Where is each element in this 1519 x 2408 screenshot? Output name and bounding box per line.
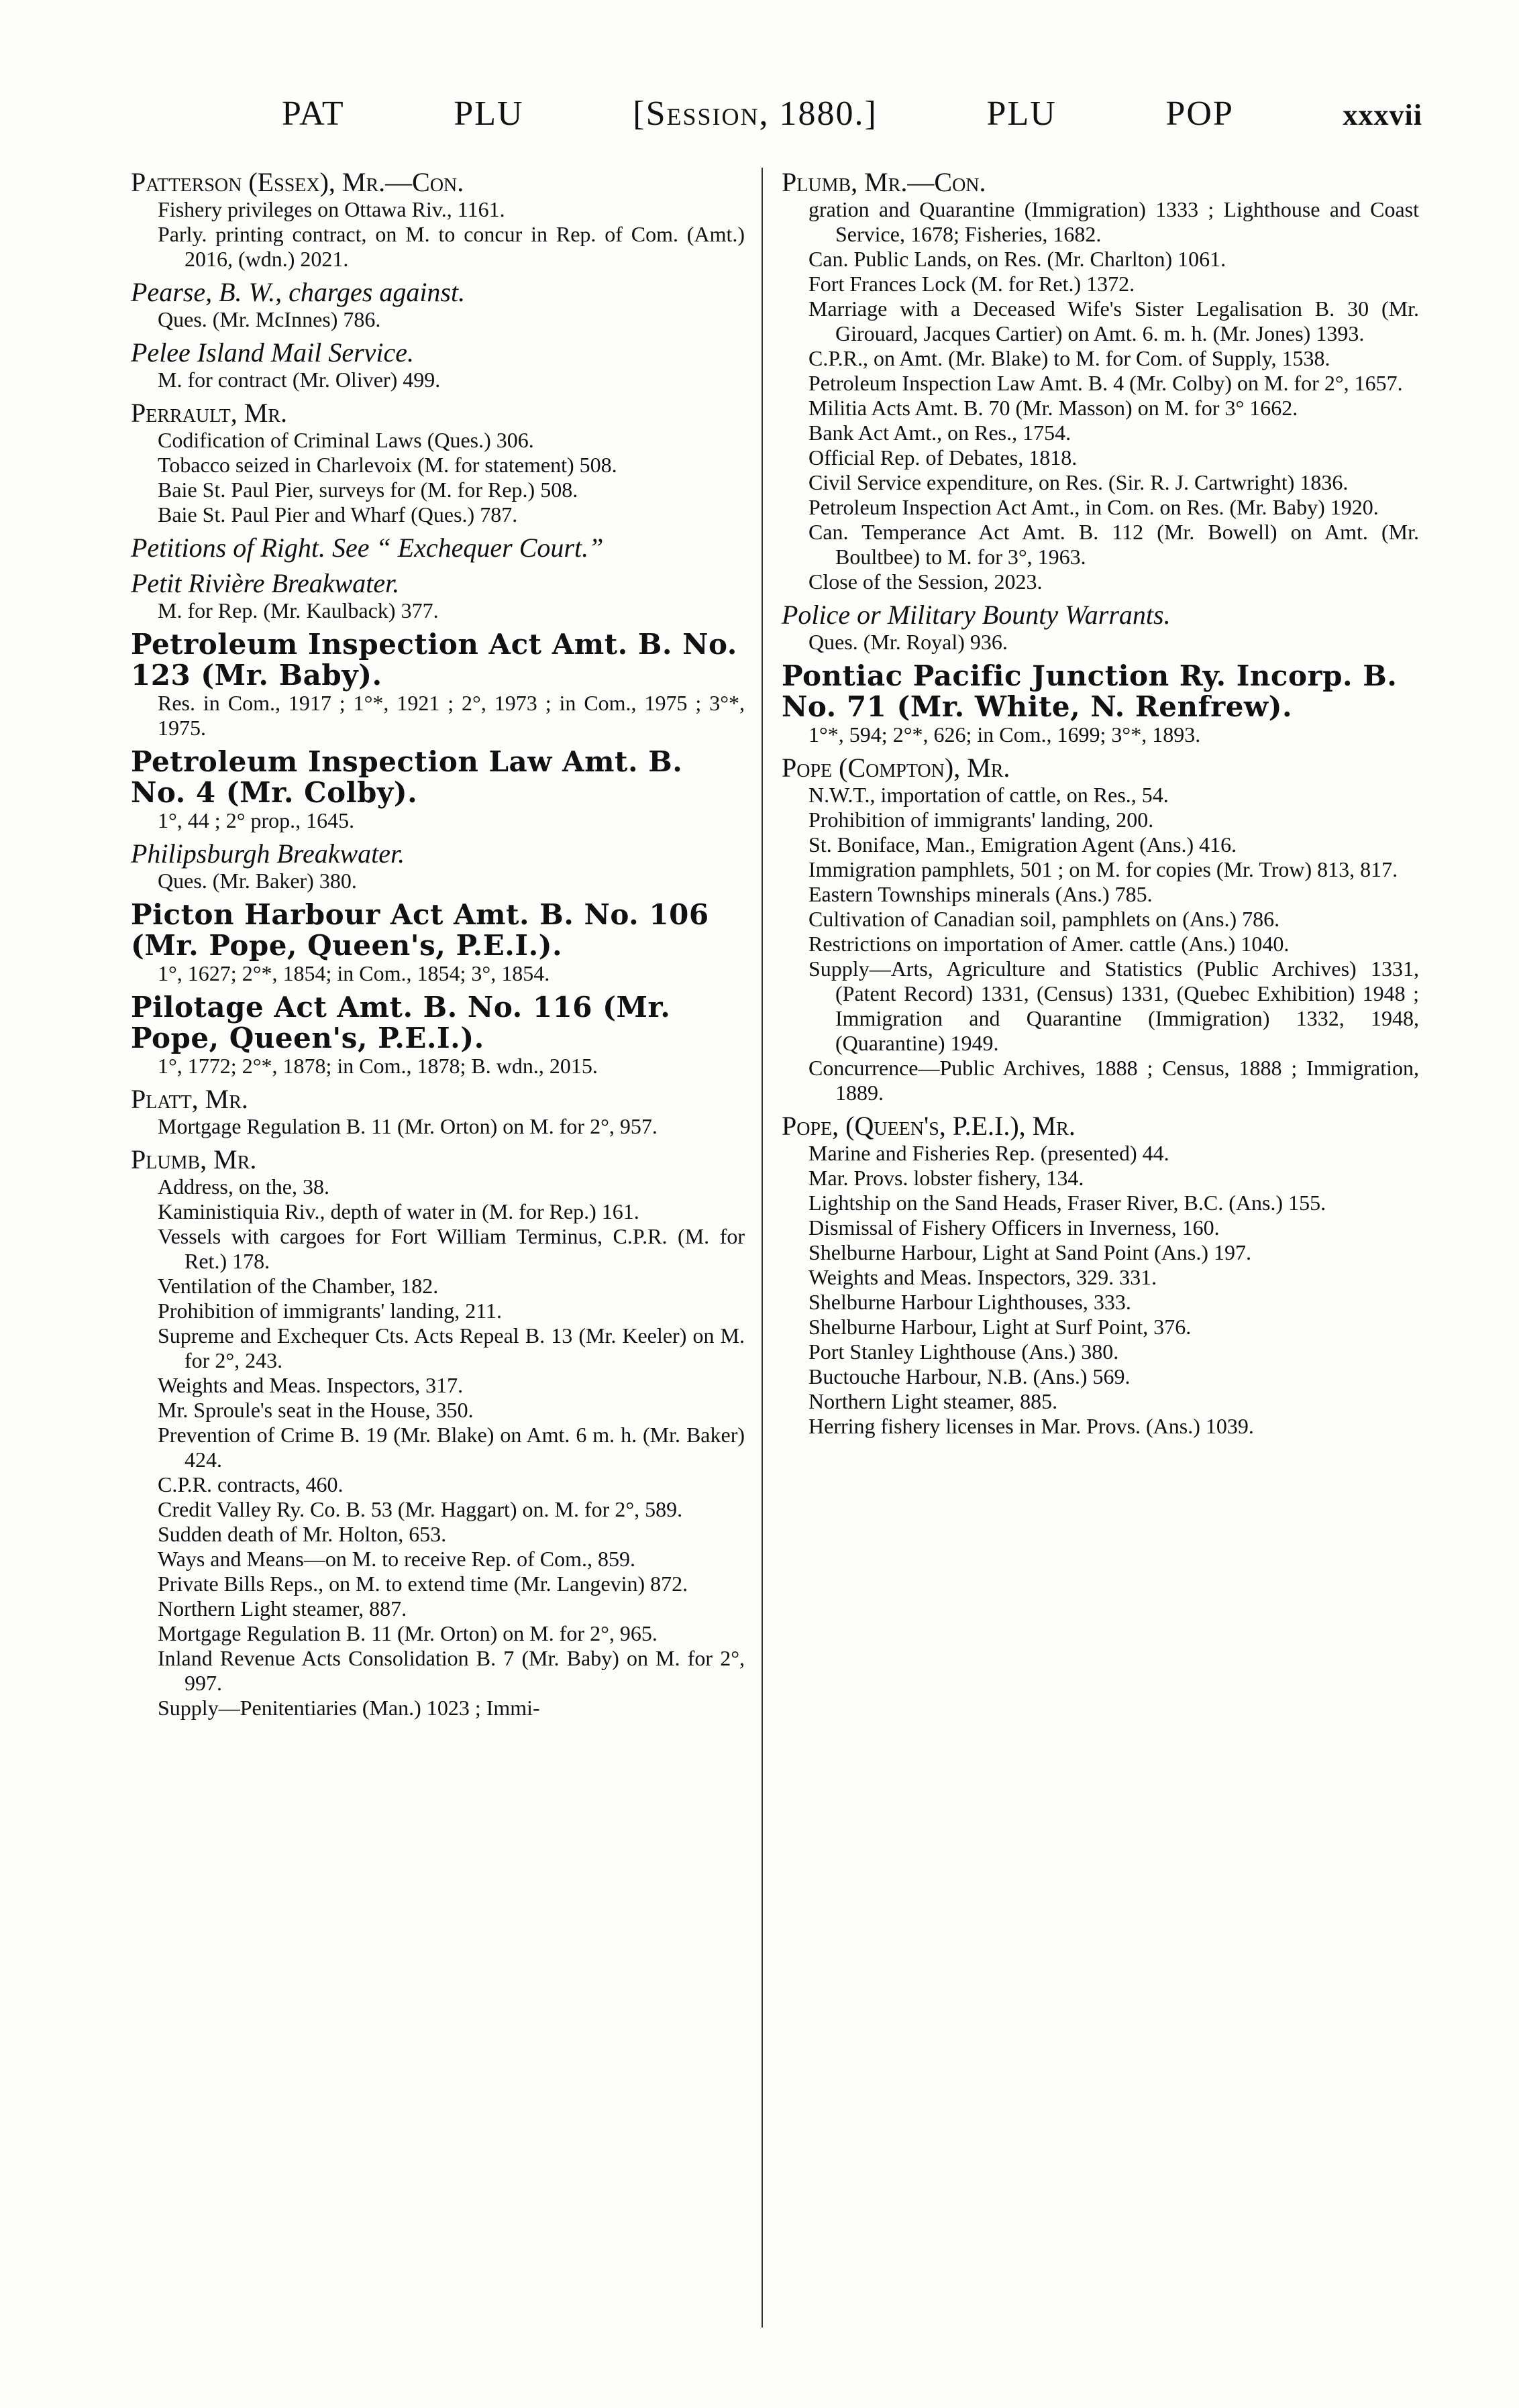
index-reference: Can. Temperance Act Amt. B. 112 (Mr. Bowell) on Amt. (Mr. Boultbee) to M. for 3°, 1963.	[808, 520, 1419, 569]
index-reference: Supply—Penitentiaries (Man.) 1023 ; Immi-	[158, 1696, 540, 1720]
index-reference: Mr. Sproule's seat in the House, 350.	[158, 1398, 474, 1422]
index-reference: Bank Act Amt., on Res., 1754.	[808, 421, 1071, 445]
column-divider	[762, 168, 763, 2328]
index-reference: Ques. (Mr. McInnes) 786.	[158, 307, 381, 331]
index-reference: Kaministiquia Riv., depth of water in (M. for Rep.) 161.	[158, 1199, 639, 1223]
index-entry	[782, 1111, 1419, 1439]
index-reference: Address, on the, 38.	[158, 1174, 329, 1199]
member-heading: Platt, Mr.	[131, 1084, 248, 1114]
index-reference: 1°, 1772; 2°*, 1878; in Com., 1878; B. wdn., 2015.	[158, 1054, 598, 1078]
index-reference: Sudden death of Mr. Holton, 653.	[158, 1522, 447, 1546]
index-reference: Baie St. Paul Pier, surveys for (M. for Rep.) 508.	[158, 478, 578, 502]
index-reference: Ways and Means—on M. to receive Rep. of Com., 859.	[158, 1547, 635, 1571]
index-entry	[782, 661, 1419, 747]
header-session: [Session, 1880.]	[633, 95, 878, 133]
index-reference: 1°, 44 ; 2° prop., 1645.	[158, 808, 355, 832]
index-reference: Port Stanley Lighthouse (Ans.) 380.	[808, 1339, 1119, 1364]
index-reference: Northern Light steamer, 887.	[158, 1596, 407, 1621]
header-right-second: POP	[1165, 95, 1234, 133]
index-reference: Marine and Fisheries Rep. (presented) 44.	[808, 1141, 1169, 1165]
member-heading: Pope (Compton), Mr.	[782, 753, 1010, 783]
index-reference: C.P.R. contracts, 460.	[158, 1472, 344, 1496]
index-reference: Cultivation of Canadian soil, pamphlets on (Ans.) 786.	[808, 907, 1280, 931]
index-entry	[131, 629, 745, 741]
index-reference: N.W.T., importation of cattle, on Res., 54.	[808, 783, 1169, 807]
index-reference: gration and Quarantine (Immigration) 1333 ; Lighthouse and Coast Service, 1678; Fisheries, 1682.	[808, 197, 1419, 246]
header-left-second: PLU	[454, 95, 524, 133]
index-entry	[131, 839, 745, 893]
index-entry	[131, 899, 745, 986]
index-entry	[782, 753, 1419, 1105]
index-reference: 1°*, 594; 2°*, 626; in Com., 1699; 3°*, 1893.	[808, 722, 1201, 747]
subject-heading: Pelee Island Mail Service.	[131, 337, 415, 368]
index-reference: Mortgage Regulation B. 11 (Mr. Orton) on M. for 2°, 965.	[158, 1621, 658, 1645]
index-entry	[131, 398, 745, 527]
running-header	[282, 94, 1422, 133]
subject-heading: Petroleum Inspection Law Amt. B. No. 4 (Mr. Colby).	[131, 745, 683, 809]
index-reference: Shelburne Harbour Lighthouses, 333.	[808, 1290, 1131, 1314]
right-column	[782, 168, 1419, 1445]
index-reference: M. for Rep. (Mr. Kaulback) 377.	[158, 598, 439, 622]
index-reference: C.P.R., on Amt. (Mr. Blake) to M. for Com. of Supply, 1538.	[808, 346, 1330, 370]
index-reference: Tobacco seized in Charlevoix (M. for statement) 508.	[158, 453, 617, 477]
index-entry	[782, 600, 1419, 655]
index-reference: Fishery privileges on Ottawa Riv., 1161.	[158, 197, 505, 221]
member-heading: Perrault, Mr.	[131, 398, 288, 428]
index-entry	[131, 569, 745, 623]
index-reference: St. Boniface, Man., Emigration Agent (Ans.) 416.	[808, 832, 1237, 857]
subject-heading: Philipsburgh Breakwater.	[131, 838, 405, 869]
index-reference: Supply—Arts, Agriculture and Statistics (Public Archives) 1331, (Patent Record) 1331, (Census) 1331, (Quebec Exhibition) 1948 ; Immigration and Quarantine (Immigration) 1332, 1948, (Quarantine) 1949.	[808, 956, 1419, 1055]
index-reference: Can. Public Lands, on Res. (Mr. Charlton) 1061.	[808, 247, 1226, 271]
subject-heading: Pilotage Act Amt. B. No. 116 (Mr. Pope, Queen's, P.E.I.).	[131, 991, 671, 1054]
index-reference: Marriage with a Deceased Wife's Sister Legalisation B. 30 (Mr. Girouard, Jacques Cartier) on Amt. 6. m. h. (Mr. Jones) 1393.	[808, 296, 1419, 345]
page-number: xxxvii	[1343, 99, 1422, 131]
member-heading: Patterson (Essex), Mr.—Con.	[131, 167, 464, 197]
index-reference: Weights and Meas. Inspectors, 317.	[158, 1373, 464, 1397]
index-reference: M. for contract (Mr. Oliver) 499.	[158, 368, 441, 392]
header-left-first: PAT	[282, 95, 345, 133]
member-heading: Pope, (Queen's, P.E.I.), Mr.	[782, 1111, 1076, 1141]
index-reference: Prevention of Crime B. 19 (Mr. Blake) on Amt. 6 m. h. (Mr. Baker) 424.	[158, 1423, 745, 1472]
subject-heading: Petitions of Right. See “ Exchequer Court.”	[131, 533, 604, 563]
index-reference: Baie St. Paul Pier and Wharf (Ques.) 787.	[158, 502, 518, 527]
index-reference: Ventilation of the Chamber, 182.	[158, 1274, 439, 1298]
index-reference: Civil Service expenditure, on Res. (Sir. R. J. Cartwright) 1836.	[808, 470, 1349, 494]
subject-heading: Police or Military Bounty Warrants.	[782, 600, 1171, 630]
index-entry	[131, 1145, 745, 1720]
index-reference: Private Bills Reps., on M. to extend time (Mr. Langevin) 872.	[158, 1572, 688, 1596]
index-entry	[131, 747, 745, 833]
index-reference: Parly. printing contract, on M. to concur in Rep. of Com. (Amt.) 2016, (wdn.) 2021.	[158, 222, 745, 271]
index-reference: Shelburne Harbour, Light at Surf Point, 376.	[808, 1315, 1192, 1339]
left-column	[131, 168, 745, 1727]
header-right-first: PLU	[986, 95, 1057, 133]
index-entry	[131, 1085, 745, 1139]
index-reference: Lightship on the Sand Heads, Fraser River, B.C. (Ans.) 155.	[808, 1191, 1326, 1215]
index-reference: Immigration pamphlets, 501 ; on M. for copies (Mr. Trow) 813, 817.	[808, 857, 1398, 881]
index-reference: Prohibition of immigrants' landing, 211.	[158, 1299, 502, 1323]
index-entry	[131, 278, 745, 332]
index-reference: Official Rep. of Debates, 1818.	[808, 445, 1078, 470]
index-reference: Mortgage Regulation B. 11 (Mr. Orton) on M. for 2°, 957.	[158, 1114, 658, 1138]
index-reference: Inland Revenue Acts Consolidation B. 7 (Mr. Baby) on M. for 2°, 997.	[158, 1646, 745, 1695]
index-reference: Mar. Provs. lobster fishery, 134.	[808, 1166, 1084, 1190]
index-reference: Credit Valley Ry. Co. B. 53 (Mr. Haggart) on. M. for 2°, 589.	[158, 1497, 683, 1521]
index-reference: Herring fishery licenses in Mar. Provs. (Ans.) 1039.	[808, 1414, 1254, 1438]
subject-heading: Pearse, B. W., charges against.	[131, 277, 466, 307]
index-reference: Shelburne Harbour, Light at Sand Point (Ans.) 197.	[808, 1240, 1251, 1264]
index-reference: Ques. (Mr. Royal) 936.	[808, 630, 1008, 654]
index-reference: Concurrence—Public Archives, 1888 ; Census, 1888 ; Immigration, 1889.	[808, 1056, 1419, 1105]
subject-heading: Picton Harbour Act Amt. B. No. 106 (Mr. Pope, Queen's, P.E.I.).	[131, 898, 709, 962]
index-reference: 1°, 1627; 2°*, 1854; in Com., 1854; 3°, 1854.	[158, 961, 550, 985]
member-heading: Plumb, Mr.	[131, 1144, 257, 1174]
subject-heading: Petroleum Inspection Act Amt. B. No. 123 (Mr. Baby).	[131, 628, 737, 692]
index-entry	[131, 168, 745, 272]
index-reference: Buctouche Harbour, N.B. (Ans.) 569.	[808, 1364, 1131, 1388]
index-entry	[131, 533, 745, 563]
index-reference: Ques. (Mr. Baker) 380.	[158, 869, 357, 893]
index-reference: Weights and Meas. Inspectors, 329. 331.	[808, 1265, 1157, 1289]
subject-heading: Pontiac Pacific Junction Ry. Incorp. B. No. 71 (Mr. White, N. Renfrew).	[782, 659, 1398, 723]
subject-heading: Petit Rivière Breakwater.	[131, 568, 400, 598]
index-entry	[131, 338, 745, 392]
index-reference: Res. in Com., 1917 ; 1°*, 1921 ; 2°, 1973 ; in Com., 1975 ; 3°*, 1975.	[158, 691, 745, 740]
index-reference: Close of the Session, 2023.	[808, 569, 1043, 594]
index-reference: Petroleum Inspection Act Amt., in Com. on Res. (Mr. Baby) 1920.	[808, 495, 1379, 519]
index-reference: Supreme and Exchequer Cts. Acts Repeal B. 13 (Mr. Keeler) on M. for 2°, 243.	[158, 1323, 745, 1372]
index-reference: Dismissal of Fishery Officers in Inverness, 160.	[808, 1215, 1220, 1240]
member-heading: Plumb, Mr.—Con.	[782, 167, 986, 197]
index-reference: Eastern Townships minerals (Ans.) 785.	[808, 882, 1153, 906]
index-entry	[131, 992, 745, 1079]
index-reference: Vessels with cargoes for Fort William Terminus, C.P.R. (M. for Ret.) 178.	[158, 1224, 745, 1273]
index-reference: Prohibition of immigrants' landing, 200.	[808, 808, 1154, 832]
index-reference: Codification of Criminal Laws (Ques.) 306.	[158, 428, 534, 452]
index-reference: Petroleum Inspection Law Amt. B. 4 (Mr. Colby) on M. for 2°, 1657.	[808, 371, 1403, 395]
index-reference: Northern Light steamer, 885.	[808, 1389, 1058, 1413]
index-reference: Fort Frances Lock (M. for Ret.) 1372.	[808, 272, 1135, 296]
index-entry	[782, 168, 1419, 594]
index-reference: Militia Acts Amt. B. 70 (Mr. Masson) on M. for 3° 1662.	[808, 396, 1298, 420]
index-reference: Restrictions on importation of Amer. cattle (Ans.) 1040.	[808, 932, 1290, 956]
